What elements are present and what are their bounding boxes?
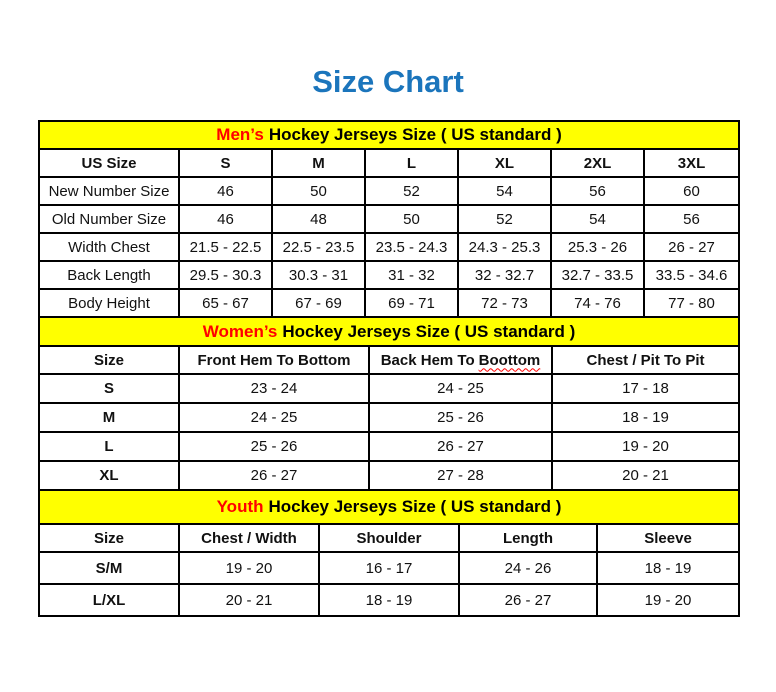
cell: 26 - 27 [644, 233, 739, 261]
cell: 25 - 26 [369, 403, 552, 432]
column-header: Front Hem To Bottom [179, 346, 369, 374]
cell: 32.7 - 33.5 [551, 261, 644, 289]
cell: 25 - 26 [179, 432, 369, 461]
column-header: Chest / Width [179, 524, 319, 552]
cell: 18 - 19 [552, 403, 739, 432]
row-label: Old Number Size [39, 205, 179, 233]
cell: 33.5 - 34.6 [644, 261, 739, 289]
row-label: Body Height [39, 289, 179, 317]
header-text: Back Hem To [380, 351, 475, 369]
column-header: 3XL [644, 149, 739, 177]
cell: 24 - 25 [179, 403, 369, 432]
column-header: 2XL [551, 149, 644, 177]
cell: 20 - 21 [179, 584, 319, 616]
cell: 54 [551, 205, 644, 233]
cell: 77 - 80 [644, 289, 739, 317]
mens-band-highlight: Men’s [216, 125, 264, 144]
cell: 22.5 - 23.5 [272, 233, 365, 261]
womens-band-rest: Hockey Jerseys Size ( US standard ) [282, 321, 576, 341]
table-row [39, 584, 739, 616]
cell: 19 - 20 [179, 552, 319, 584]
cell: 30.3 - 31 [272, 261, 365, 289]
cell: 67 - 69 [272, 289, 365, 317]
row-label: XL [39, 461, 179, 490]
womens-section-title [39, 317, 739, 346]
youth-header-row [39, 524, 739, 552]
column-header: Length [459, 524, 597, 552]
column-header: L [365, 149, 458, 177]
table-row [39, 552, 739, 584]
cell: 24 - 26 [459, 552, 597, 584]
row-label: M [39, 403, 179, 432]
mens-section-band [39, 121, 739, 149]
cell: 26 - 27 [459, 584, 597, 616]
cell: 56 [551, 177, 644, 205]
column-header: S [179, 149, 272, 177]
mens-size-table [38, 120, 740, 318]
mens-section-title [39, 121, 739, 149]
table-row [39, 261, 739, 289]
column-header: US Size [39, 149, 179, 177]
cell: 50 [272, 177, 365, 205]
youth-section-band [39, 490, 739, 524]
row-label: S [39, 374, 179, 403]
cell: 25.3 - 26 [551, 233, 644, 261]
cell: 18 - 19 [597, 552, 739, 584]
table-row [39, 432, 739, 461]
column-header: Shoulder [319, 524, 459, 552]
cell: 27 - 28 [369, 461, 552, 490]
column-header: Size [39, 524, 179, 552]
mens-header-row [39, 149, 739, 177]
womens-size-table [38, 316, 740, 491]
misspelled-word: Boottom [478, 351, 541, 369]
cell: 16 - 17 [319, 552, 459, 584]
column-header: Chest / Pit To Pit [552, 346, 739, 374]
column-header: XL [458, 149, 551, 177]
cell: 48 [272, 205, 365, 233]
cell: 60 [644, 177, 739, 205]
cell: 23 - 24 [179, 374, 369, 403]
youth-band-rest: Hockey Jerseys Size ( US standard ) [268, 497, 562, 516]
cell: 31 - 32 [365, 261, 458, 289]
womens-band-highlight: Women’s [202, 321, 278, 341]
youth-size-table [38, 489, 740, 617]
page-title: Size Chart [312, 64, 464, 99]
size-chart [38, 120, 738, 617]
row-label: New Number Size [39, 177, 179, 205]
cell: 52 [365, 177, 458, 205]
column-header: Sleeve [597, 524, 739, 552]
table-row [39, 177, 739, 205]
table-row [39, 374, 739, 403]
column-header: M [272, 149, 365, 177]
row-label: S/M [39, 552, 179, 584]
cell: 26 - 27 [369, 432, 552, 461]
table-row [39, 403, 739, 432]
cell: 26 - 27 [179, 461, 369, 490]
womens-header-row [39, 346, 739, 374]
row-label: L/XL [39, 584, 179, 616]
table-row [39, 289, 739, 317]
row-label: Width Chest [39, 233, 179, 261]
cell: 54 [458, 177, 551, 205]
column-header-misspelled [369, 346, 552, 374]
cell: 46 [179, 205, 272, 233]
cell: 19 - 20 [597, 584, 739, 616]
cell: 29.5 - 30.3 [179, 261, 272, 289]
cell: 21.5 - 22.5 [179, 233, 272, 261]
cell: 56 [644, 205, 739, 233]
cell: 46 [179, 177, 272, 205]
womens-section-band [39, 317, 739, 346]
cell: 74 - 76 [551, 289, 644, 317]
cell: 32 - 32.7 [458, 261, 551, 289]
cell: 20 - 21 [552, 461, 739, 490]
cell: 19 - 20 [552, 432, 739, 461]
row-label: L [39, 432, 179, 461]
cell: 23.5 - 24.3 [365, 233, 458, 261]
cell: 72 - 73 [458, 289, 551, 317]
cell: 69 - 71 [365, 289, 458, 317]
cell: 65 - 67 [179, 289, 272, 317]
column-header: Size [39, 346, 179, 374]
cell: 52 [458, 205, 551, 233]
cell: 17 - 18 [552, 374, 739, 403]
cell: 18 - 19 [319, 584, 459, 616]
cell: 50 [365, 205, 458, 233]
row-label: Back Length [39, 261, 179, 289]
table-row [39, 461, 739, 490]
youth-band-highlight: Youth [216, 497, 264, 516]
cell: 24.3 - 25.3 [458, 233, 551, 261]
mens-band-rest: Hockey Jerseys Size ( US standard ) [268, 125, 562, 144]
table-row [39, 205, 739, 233]
table-row [39, 233, 739, 261]
cell: 24 - 25 [369, 374, 552, 403]
youth-section-title [39, 490, 739, 524]
